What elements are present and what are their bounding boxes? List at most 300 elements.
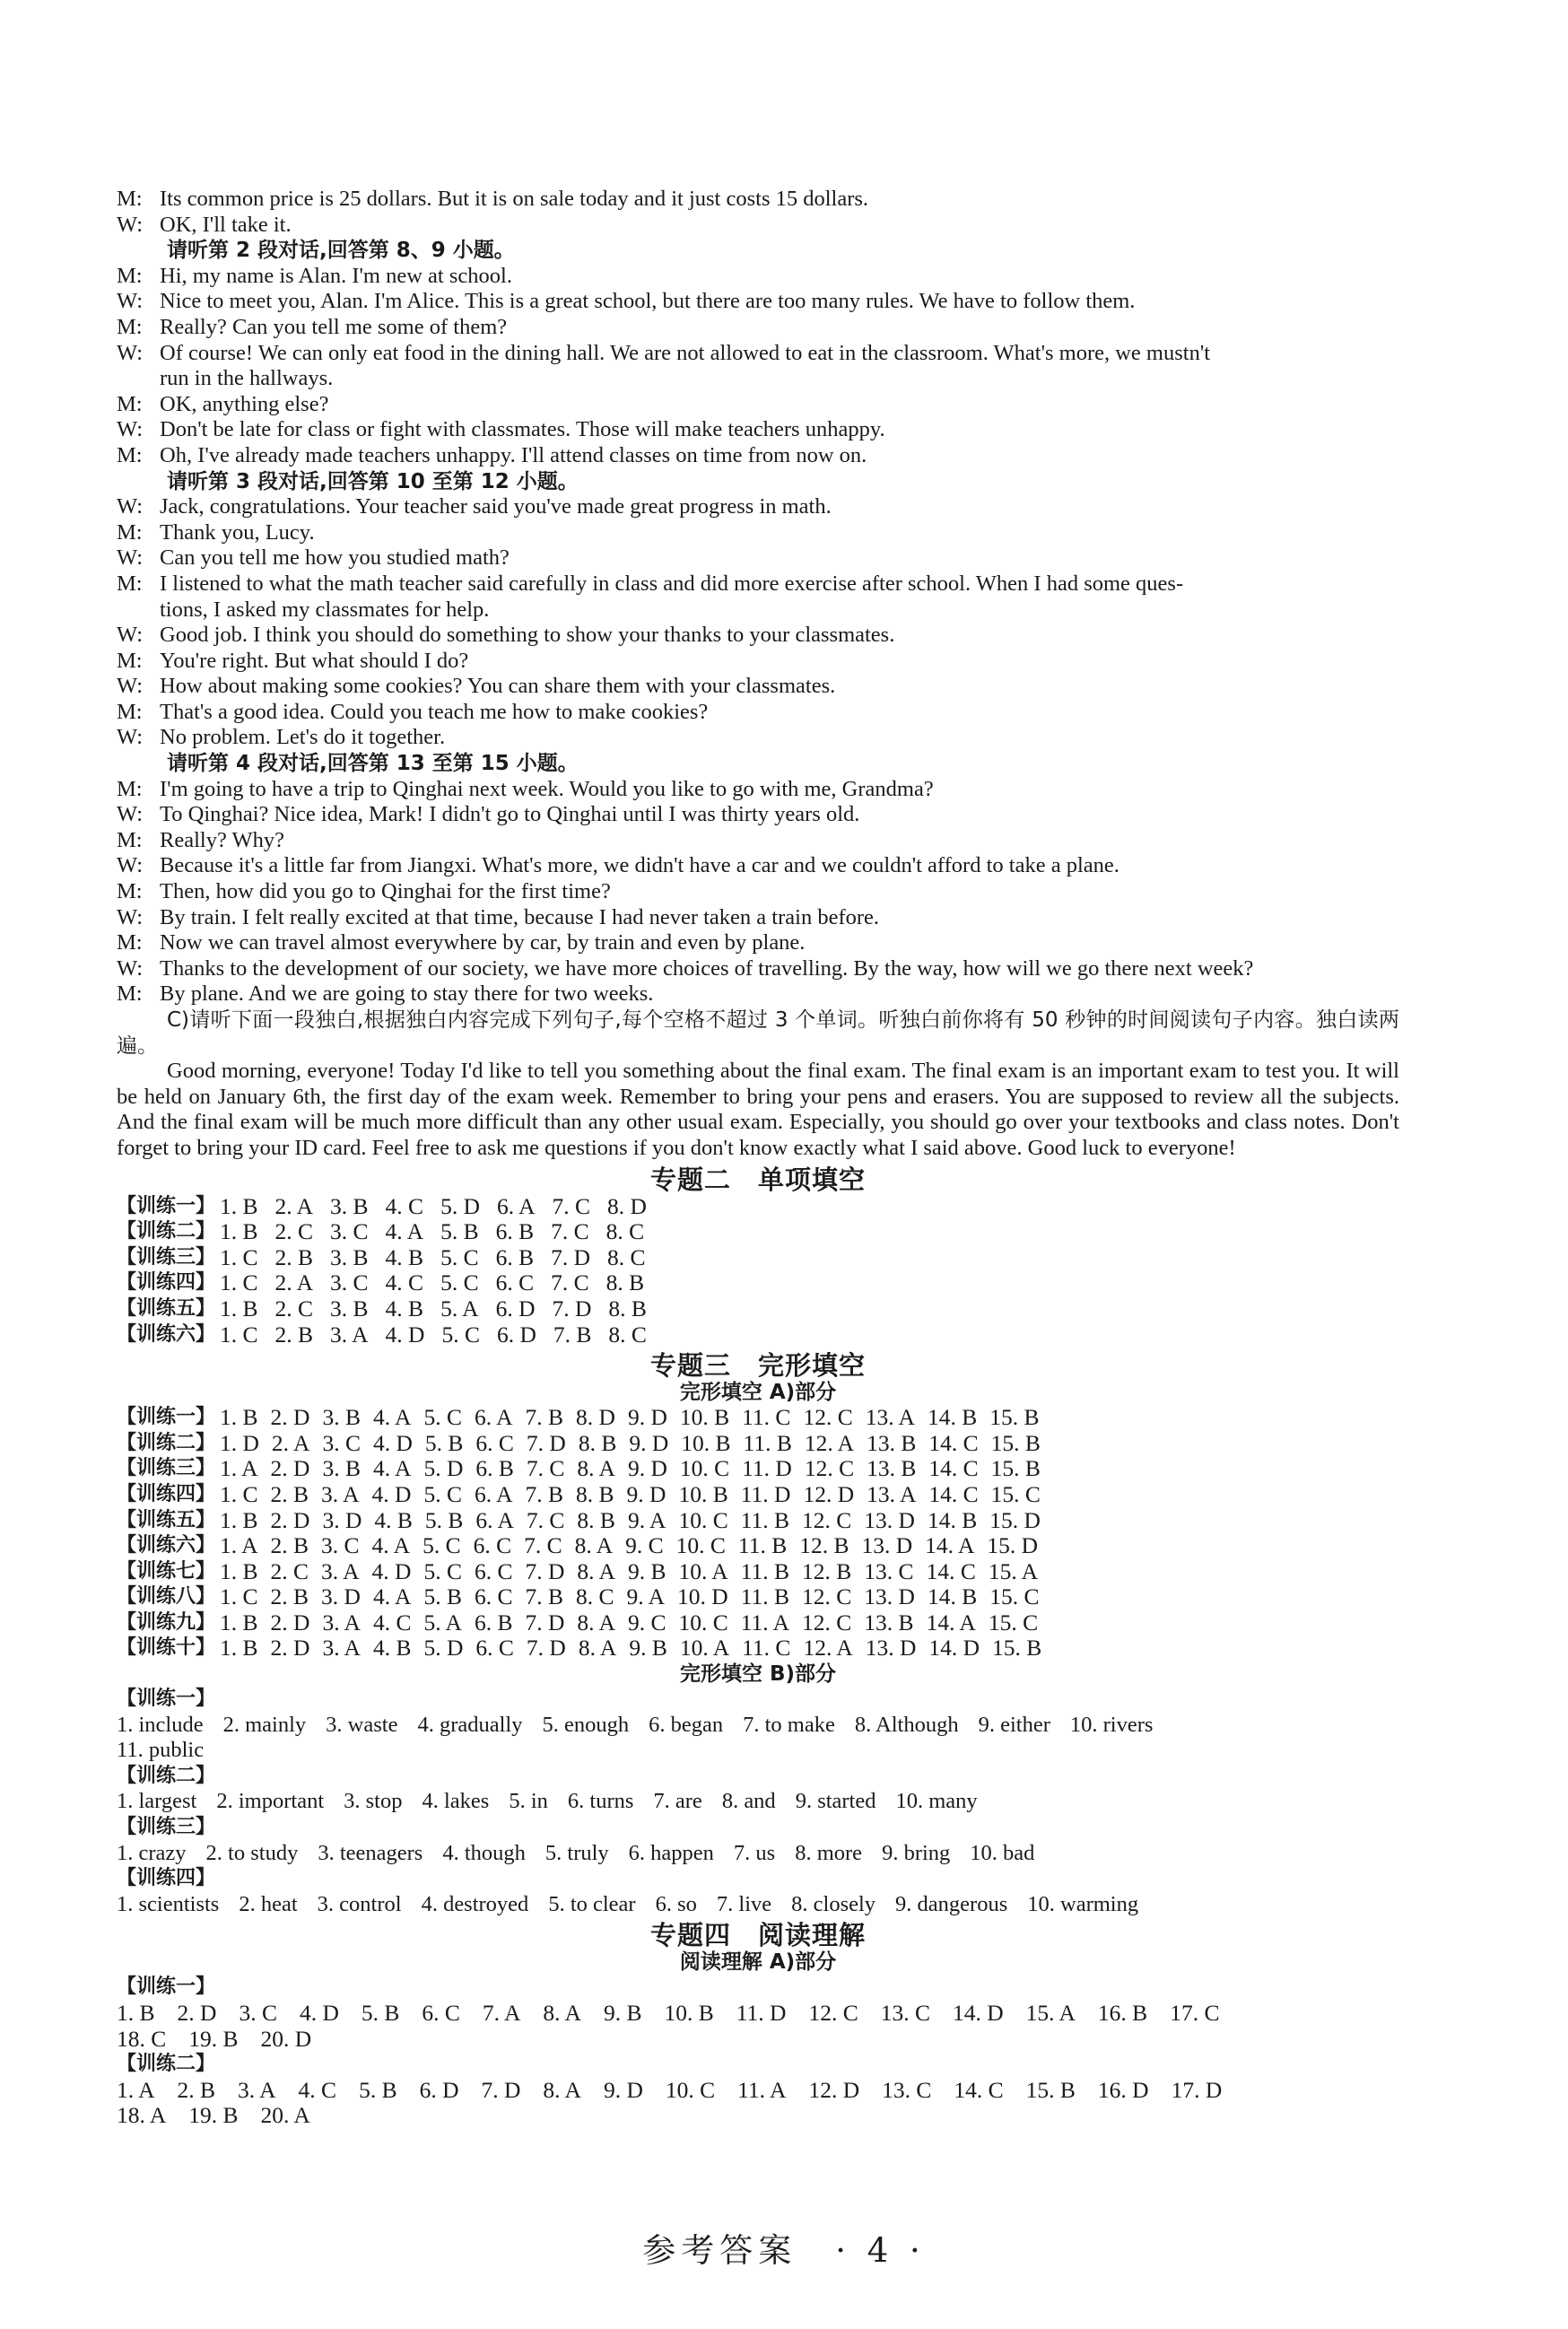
section-instruction: 请听第 3 段对话,回答第 10 至第 12 小题。: [167, 469, 579, 493]
answer-item: 9. D: [626, 1480, 666, 1507]
answer-item: 5. C: [423, 1557, 462, 1584]
answer-item: 12. C: [808, 2000, 858, 2026]
answer-item: 2. D: [270, 1609, 310, 1636]
answer-item: 18. A: [117, 2102, 167, 2129]
answer-item: 1. B: [220, 1506, 258, 1533]
answer-item: 7. live: [716, 1891, 772, 1916]
topic3-b-answers: [117, 1687, 1399, 1917]
answer-item: 11. B: [740, 1506, 790, 1533]
training-tag: 【训练二】: [117, 1764, 216, 1787]
dialogue-line: [117, 853, 1399, 879]
answer-item: 4. C: [372, 1609, 412, 1636]
answer-items: [220, 1405, 1052, 1431]
answer-item: 10. B: [679, 1404, 730, 1431]
answer-item: 8. B: [577, 1506, 615, 1533]
topic3-sub-a: 完形填空 A)部分: [679, 1381, 837, 1405]
answer-item: 10. D: [677, 1583, 728, 1610]
answer-item: 19. B: [188, 2102, 239, 2129]
speaker-label: W:: [117, 904, 144, 929]
dialogue-line: [117, 674, 1399, 700]
answer-item: 2. B: [177, 2076, 216, 2103]
speaker-label: W:: [117, 494, 144, 519]
dialogue-line: [117, 725, 1399, 751]
answer-item: 1. B: [220, 1404, 258, 1431]
answer-item: 15. B: [990, 1429, 1041, 1456]
answer-item: 4. B: [385, 1243, 424, 1270]
dialogue-text: Really? Can you tell me some of them?: [160, 314, 508, 339]
answer-line: [117, 2027, 1399, 2053]
answer-item: 3. A: [322, 1635, 361, 1662]
speaker-label: M:: [117, 981, 143, 1007]
answer-item: 7. to make: [743, 1712, 835, 1737]
answer-item: 8. C: [605, 1218, 645, 1245]
topic3-sub-b: 完形填空 B)部分: [679, 1662, 837, 1687]
answer-item: 11. B: [743, 1429, 792, 1456]
answer-item: 6. turns: [567, 1789, 634, 1814]
answer-item: 11. B: [740, 1557, 790, 1584]
answer-item: 2. heat: [239, 1891, 298, 1916]
answer-item: 7. A: [482, 2000, 521, 2026]
answer-item: 10. C: [678, 1609, 728, 1636]
answer-item: 11. A: [737, 2076, 787, 2103]
answer-item: 12. C: [804, 1455, 855, 1482]
answer-item: 11. D: [736, 2000, 787, 2026]
answer-item: 6. D: [496, 1321, 536, 1348]
answer-item: 8. A: [574, 1532, 614, 1559]
answer-item: 2. D: [177, 2000, 217, 2026]
answer-item: 9. B: [629, 1635, 667, 1662]
answer-item: 7. are: [653, 1789, 702, 1814]
answer-item: 1. C: [220, 1243, 258, 1270]
dialogue-text: Now we can travel almost everywhere by car, by train and even by plane.: [160, 930, 806, 955]
answer-item: 4. A: [371, 1532, 411, 1559]
training-tag: 【训练一】: [117, 1406, 216, 1429]
answer-item: 5. B: [440, 1218, 479, 1245]
answer-item: 4. B: [372, 1635, 412, 1662]
answer-items: [220, 1322, 664, 1348]
answer-item: 4. gradually: [417, 1712, 523, 1737]
answer-item: 4. D: [299, 2000, 339, 2026]
answer-items: [220, 1270, 661, 1296]
answer-item: 3. waste: [326, 1712, 398, 1737]
answer-item: 11. C: [742, 1635, 791, 1662]
answer-item: 1. B: [220, 1295, 258, 1322]
answer-item: 1. B: [220, 1192, 258, 1219]
answer-item: 6. B: [495, 1218, 535, 1245]
answer-item: 12. B: [799, 1532, 849, 1559]
answer-item: 5. truly: [544, 1840, 609, 1865]
answer-item: 6. C: [475, 1429, 514, 1456]
dialogue-text: Thank you, Lucy.: [160, 519, 315, 545]
answer-items: [220, 1296, 664, 1322]
answer-item: 5. C: [440, 1243, 479, 1270]
answer-item: 6. C: [474, 1583, 513, 1610]
answer-item: 13. B: [864, 1609, 914, 1636]
answer-item: 2. to study: [205, 1840, 299, 1865]
dialogue-text: You're right. But what should I do?: [160, 648, 469, 673]
answer-item: 8. B: [605, 1269, 645, 1296]
answer-item: 6. B: [495, 1243, 535, 1270]
dialogue-line: [117, 213, 1399, 239]
answer-items: [220, 1610, 1050, 1636]
answer-item: 10. C: [678, 1506, 728, 1533]
training-tag: 【训练十】: [117, 1636, 216, 1660]
answer-item: 9. B: [603, 2000, 642, 2026]
answer-item: 4. lakes: [422, 1789, 490, 1814]
answer-item: 4. A: [372, 1404, 412, 1431]
answer-item: 17. D: [1171, 2076, 1223, 2103]
answer-item: 9. D: [627, 1455, 667, 1482]
answer-item: 4. A: [372, 1455, 412, 1482]
answer-line: [117, 2001, 1399, 2027]
answer-item: 3. C: [330, 1218, 369, 1245]
answer-item: 3. C: [330, 1269, 369, 1296]
answer-item: 4. A: [372, 1583, 412, 1610]
answer-item: 4. C: [385, 1269, 424, 1296]
answer-item: 4. B: [385, 1295, 424, 1322]
answer-item: 11. D: [742, 1455, 792, 1482]
dialogue-line: [117, 956, 1399, 982]
speaker-label: W:: [117, 623, 144, 648]
answer-item: 10. C: [665, 2076, 716, 2103]
topic4-title: 专题四 阅读理解: [649, 1920, 866, 1951]
answer-item: 13. B: [867, 1455, 917, 1482]
answer-items: [220, 1508, 1053, 1534]
dialogue-text: By train. I felt really excited at that time, because I had never taken a train before.: [160, 904, 880, 929]
answer-item: 9. D: [603, 2076, 643, 2103]
answer-item: 8. C: [607, 1243, 646, 1270]
answer-item: 5. B: [424, 1429, 464, 1456]
answer-item: 13. A: [865, 1404, 915, 1431]
answer-item: 12. C: [802, 1609, 852, 1636]
answer-item: 3. stop: [344, 1789, 403, 1814]
answer-item: 4. C: [298, 2076, 337, 2103]
answer-row: [117, 1296, 1399, 1322]
answer-item: 8. A: [577, 1557, 615, 1584]
answer-item: 9. C: [627, 1609, 666, 1636]
answer-item: 3. control: [317, 1891, 402, 1916]
dialogue-line: [117, 264, 1399, 290]
answer-item: 3. C: [239, 2000, 277, 2026]
training-tag: 【训练一】: [117, 1976, 216, 1999]
answer-item: 3. D: [322, 1506, 362, 1533]
dialogue-text: Don't be late for class or fight with classmates. Those will make teachers unhappy.: [160, 417, 885, 442]
answer-item: 1. D: [220, 1429, 259, 1456]
answer-item: 6. D: [419, 2076, 459, 2103]
answer-item: 4. D: [371, 1480, 412, 1507]
answer-item: 12. D: [803, 1480, 855, 1507]
answer-item: 6. happen: [628, 1840, 714, 1865]
dialogue-line: [117, 802, 1399, 828]
answer-item: 1. largest: [117, 1789, 197, 1814]
answer-item: 13. C: [864, 1557, 914, 1584]
answer-row: [117, 1482, 1399, 1508]
answer-item: 6. A: [474, 1480, 513, 1507]
answer-item: 9. A: [626, 1583, 666, 1610]
training-tag: 【训练四】: [117, 1271, 216, 1295]
answer-item: 12. A: [803, 1635, 853, 1662]
answer-item: 8. A: [578, 1635, 617, 1662]
answer-item: 1. B: [117, 2000, 155, 2026]
answer-item: 8. D: [576, 1404, 615, 1431]
answer-item: 4. A: [385, 1218, 424, 1245]
answer-item: 5. D: [423, 1455, 464, 1482]
answer-item: 4. D: [372, 1429, 413, 1456]
answer-item: 2. B: [270, 1583, 309, 1610]
answer-item: 6. B: [475, 1455, 514, 1482]
answer-item: 7. D: [525, 1609, 565, 1636]
answer-item: 7. B: [525, 1480, 564, 1507]
dialogue-text: That's a good idea. Could you teach me how to make cookies?: [160, 699, 709, 724]
answer-item: 5. B: [359, 2076, 397, 2103]
answer-item: 11. public: [117, 1738, 205, 1763]
answer-line: [117, 2103, 1399, 2129]
answer-item: 1. include: [117, 1712, 204, 1737]
answer-item: 6. A: [474, 1404, 513, 1431]
answer-line: [117, 1713, 1399, 1739]
answer-item: 1. B: [220, 1609, 258, 1636]
answer-item: 1. C: [220, 1583, 258, 1610]
answer-row: [117, 1584, 1399, 1610]
answer-item: 2. A: [271, 1429, 310, 1456]
dialogue-line: [117, 187, 1399, 213]
speaker-label: W:: [117, 802, 144, 827]
answer-item: 4. D: [371, 1557, 412, 1584]
answer-item: 7. D: [526, 1635, 566, 1662]
dialogue-line: [117, 289, 1399, 315]
training-tag: 【训练四】: [117, 1867, 216, 1890]
answer-line: [117, 2078, 1399, 2104]
section-instruction: 请听第 2 段对话,回答第 8、9 小题。: [167, 239, 515, 263]
training-tag: 【训练四】: [117, 1482, 216, 1505]
dialogue-line: [117, 520, 1399, 546]
answer-item: 5. D: [423, 1635, 464, 1662]
answer-item: 14. A: [925, 1532, 975, 1559]
answer-item: 9. A: [627, 1506, 666, 1533]
answer-line: [117, 1789, 1399, 1815]
answer-item: 7. C: [551, 1218, 589, 1245]
answer-items: [220, 1559, 1050, 1585]
answer-item: 5. D: [440, 1192, 480, 1219]
answer-item: 9. started: [795, 1789, 876, 1814]
dialogue-line: [117, 315, 1399, 341]
dialogue-text: How about making some cookies? You can share them with your classmates.: [160, 674, 836, 699]
speaker-label: W:: [117, 955, 144, 981]
training-tag: 【训练二】: [117, 1220, 216, 1243]
answer-item: 7. D: [525, 1557, 565, 1584]
monologue-section: [117, 1007, 1399, 1162]
dialogue-text: Oh, I've already made teachers unhappy. I'll attend classes on time from now on.: [160, 442, 867, 467]
answer-item: 16. D: [1097, 2076, 1149, 2103]
answer-item: 15. B: [989, 1404, 1040, 1431]
answer-item: 7. C: [552, 1192, 591, 1219]
answer-item: 14. C: [928, 1455, 979, 1482]
answer-item: 8. A: [543, 2000, 581, 2026]
section-instruction: 请听第 4 段对话,回答第 13 至第 15 小题。: [167, 752, 579, 776]
answer-items: [220, 1636, 1054, 1662]
listening-dialogue: [117, 187, 1399, 1007]
answer-items: [220, 1219, 661, 1245]
answer-item: 12. D: [808, 2076, 860, 2103]
answer-item: 8. A: [543, 2076, 581, 2103]
speaker-label: M:: [117, 314, 143, 339]
answer-item: 10. B: [681, 1429, 731, 1456]
dialogue-line: [117, 341, 1399, 367]
speaker-label: M:: [117, 442, 143, 467]
answer-item: 1. B: [220, 1557, 258, 1584]
answer-item: 14. D: [928, 1635, 980, 1662]
answer-item: 1. C: [220, 1269, 258, 1296]
answer-item: 1. C: [220, 1321, 258, 1348]
answer-item: 3. C: [322, 1429, 361, 1456]
dialogue-line: [117, 417, 1399, 443]
answer-item: 14. B: [927, 1506, 978, 1533]
answer-item: 5. C: [441, 1321, 480, 1348]
answer-item: 3. B: [330, 1295, 369, 1322]
dialogue-line: [117, 623, 1399, 649]
answer-item: 2. A: [274, 1192, 314, 1219]
dialogue-line: [117, 700, 1399, 726]
answer-row: [117, 1405, 1399, 1431]
training-tag: 【训练一】: [117, 1194, 216, 1217]
answer-item: 1. B: [220, 1635, 258, 1662]
answer-item: 8. A: [577, 1609, 615, 1636]
answer-row: [117, 1610, 1399, 1636]
dialogue-line: [117, 494, 1399, 520]
training-tag: 【训练三】: [117, 1816, 216, 1839]
training-tag: 【训练六】: [117, 1534, 216, 1557]
answer-item: 2. B: [270, 1532, 309, 1559]
speaker-label: M:: [117, 827, 143, 852]
answer-item: 13. C: [882, 2076, 932, 2103]
answer-item: 12. B: [802, 1557, 852, 1584]
answer-item: 6. began: [649, 1712, 724, 1737]
answer-item: 4. B: [374, 1506, 413, 1533]
answer-item: 3. D: [321, 1583, 361, 1610]
training-tag: 【训练七】: [117, 1559, 216, 1583]
answer-item: 5. C: [440, 1269, 479, 1296]
answer-item: 10. B: [678, 1480, 728, 1507]
answer-item: 13. D: [864, 1583, 915, 1610]
dialogue-text: I'm going to have a trip to Qinghai next week. Would you like to go with me, Grandma?: [160, 776, 934, 801]
dialogue-text: Can you tell me how you studied math?: [160, 545, 510, 571]
answer-item: 15. B: [992, 1635, 1042, 1662]
answer-item: 7. D: [526, 1429, 566, 1456]
answer-item: 14. B: [927, 1404, 978, 1431]
dialogue-text: I listened to what the math teacher said carefully in class and did more exercise after school. When I had some ques-: [160, 571, 1184, 596]
topic2-answers: [117, 1194, 1399, 1348]
answer-row: [117, 1559, 1399, 1585]
answer-item: 6. D: [495, 1295, 536, 1322]
answer-item: 14. C: [928, 1429, 979, 1456]
dialogue-line: [117, 879, 1399, 905]
answer-item: 2. A: [274, 1269, 314, 1296]
answer-item: 7. D: [481, 2076, 521, 2103]
speaker-label: W:: [117, 212, 144, 237]
speaker-label: M:: [117, 391, 143, 416]
dialogue-text: Really? Why?: [160, 827, 285, 852]
answer-item: 9. C: [625, 1532, 664, 1559]
answer-item: 19. B: [188, 2025, 239, 2052]
speaker-label: W:: [117, 853, 144, 878]
answer-item: 15. C: [990, 1480, 1041, 1507]
speaker-label: W:: [117, 417, 144, 442]
topic4-answers: [117, 1975, 1399, 2129]
speaker-label: W:: [117, 545, 144, 571]
answer-item: 15. D: [987, 1532, 1039, 1559]
answer-item: 2. D: [270, 1455, 310, 1482]
answer-item: 13. D: [864, 1506, 915, 1533]
training-tag: 【训练六】: [117, 1322, 216, 1346]
answer-item: 2. C: [274, 1295, 314, 1322]
answer-row: [117, 1508, 1399, 1534]
answer-item: 5. C: [422, 1532, 461, 1559]
answer-item: 5. to clear: [548, 1891, 636, 1916]
dialogue-text: Because it's a little far from Jiangxi. What's more, we didn't have a car and we couldn't afford to take a plane.: [160, 853, 1119, 878]
answer-item: 2. important: [216, 1789, 325, 1814]
answer-item: 6. so: [655, 1891, 697, 1916]
answer-item: 15. B: [1025, 2076, 1076, 2103]
answer-item: 6. C: [422, 2000, 460, 2026]
answer-item: 4. C: [385, 1192, 424, 1219]
answer-item: 3. A: [321, 1480, 360, 1507]
answer-item: 8. B: [608, 1295, 647, 1322]
speaker-label: M:: [117, 776, 143, 801]
answer-item: 2. B: [274, 1321, 314, 1348]
answer-item: 8. A: [577, 1455, 615, 1482]
dialogue-line: [117, 981, 1399, 1007]
answer-item: 5. C: [423, 1480, 462, 1507]
answer-item: 8. C: [608, 1321, 647, 1348]
answer-item: 13. D: [865, 1635, 917, 1662]
answer-item: 2. D: [270, 1635, 310, 1662]
answer-row: [117, 1245, 1399, 1271]
answer-item: 11. D: [740, 1480, 791, 1507]
answer-item: 11. C: [742, 1404, 791, 1431]
answer-item: 3. A: [322, 1609, 361, 1636]
answer-item: 1. A: [220, 1532, 258, 1559]
speaker-label: M:: [117, 571, 143, 596]
speaker-label: W:: [117, 340, 144, 365]
answer-item: 7. B: [525, 1404, 564, 1431]
answer-item: 10. B: [664, 2000, 714, 2026]
answer-item: 8. B: [576, 1480, 614, 1507]
dialogue-text: Thanks to the development of our society, we have more choices of travelling. By the way, how will we go there next week?: [160, 955, 1254, 981]
page-content: [117, 187, 1399, 2129]
answer-item: 10. C: [679, 1455, 730, 1482]
answer-item: 13. C: [880, 2000, 930, 2026]
answer-item: 9. dangerous: [895, 1891, 1008, 1916]
answer-item: 6. C: [495, 1269, 535, 1296]
answer-item: 2. C: [274, 1218, 314, 1245]
answer-item: 2. D: [270, 1506, 310, 1533]
answer-items: [220, 1456, 1053, 1482]
answer-items: [220, 1533, 1050, 1559]
answer-items: [220, 1245, 663, 1271]
training-tag: 【训练二】: [117, 1431, 216, 1454]
dialogue-text: By plane. And we are going to stay there for two weeks.: [160, 981, 654, 1007]
answer-item: 3. B: [322, 1404, 361, 1431]
answer-item: 7. C: [551, 1269, 589, 1296]
dialogue-text: Good job. I think you should do something to show your thanks to your classmates.: [160, 623, 895, 648]
dialogue-line: [117, 930, 1399, 956]
answer-item: 7. B: [525, 1583, 564, 1610]
answer-item: 3. B: [330, 1243, 369, 1270]
answer-item: 17. C: [1170, 2000, 1220, 2026]
dialogue-line: [117, 571, 1399, 598]
answer-item: 2. C: [270, 1557, 309, 1584]
answer-item: 14. A: [926, 1609, 976, 1636]
